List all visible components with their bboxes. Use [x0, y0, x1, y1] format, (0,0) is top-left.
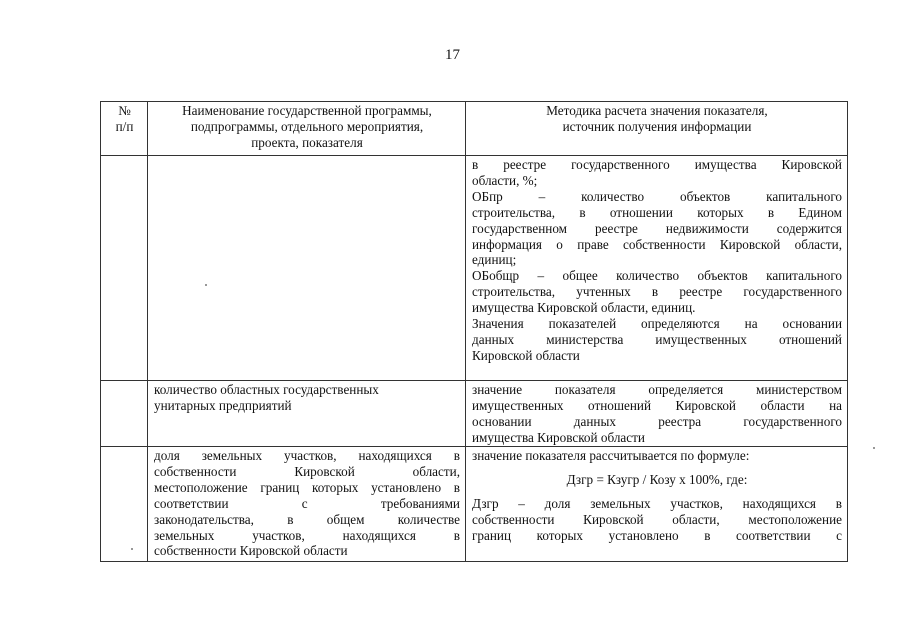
- method-line: единиц;: [472, 252, 517, 268]
- row-number-cell: [101, 156, 148, 381]
- header-name-cell: [148, 102, 466, 156]
- row-method-cell: [466, 447, 848, 562]
- method-line: значение показателя определяется министерством: [472, 382, 842, 397]
- method-line: границ которых установлено в соответствии с: [472, 527, 842, 543]
- name-line: местоположение границ которых установлено в: [154, 479, 460, 495]
- table-row: [101, 156, 848, 381]
- method-line: имущества Кировской области: [472, 429, 645, 445]
- header-method-line: Методика расчета значения показателя,: [546, 103, 768, 118]
- header-number-line: №: [118, 103, 131, 118]
- name-line: собственности Кировской области,: [154, 463, 460, 479]
- method-line: значение показателя рассчитывается по формуле:: [472, 448, 750, 463]
- method-line: ОБпр – количество объектов капитального: [472, 188, 842, 204]
- method-line: имущества Кировской области, единиц.: [472, 300, 696, 316]
- page-number: 17: [445, 47, 460, 63]
- name-line: количество областных государственных: [154, 382, 379, 397]
- row-name-cell: [148, 381, 466, 447]
- method-line: информация о праве собственности Кировской области,: [472, 236, 842, 252]
- row-name-cell: [148, 156, 466, 381]
- table-header-row: [101, 102, 848, 156]
- name-line: доля земельных участков, находящихся в: [154, 448, 460, 463]
- row-number-cell: [101, 447, 148, 562]
- scan-speck: [131, 548, 133, 550]
- indicators-table: [100, 101, 848, 562]
- method-line: ОБобщр – общее количество объектов капитального: [472, 268, 842, 284]
- method-line: основании данных реестра государственного: [472, 413, 842, 429]
- header-name-line: проекта, показателя: [251, 134, 363, 150]
- method-line: Кировской области: [472, 347, 580, 363]
- scan-speck: [205, 284, 207, 286]
- method-line: области, %;: [472, 172, 538, 188]
- name-line: унитарных предприятий: [154, 397, 292, 413]
- method-line: Значения показателей определяются на основании: [472, 316, 842, 332]
- name-line: земельных участков, находящихся в: [154, 527, 460, 543]
- header-number-line: п/п: [115, 118, 134, 134]
- method-line: в реестре государственного имущества Кировской: [472, 157, 842, 172]
- table-row: [101, 381, 848, 447]
- row-method-cell: [466, 381, 848, 447]
- header-method-cell: [466, 102, 848, 156]
- method-line: строительства, учтенных в реестре государственного: [472, 284, 842, 300]
- header-name-line: подпрограммы, отдельного мероприятия,: [190, 118, 424, 134]
- row-name-cell: [148, 447, 466, 562]
- table-row: [101, 447, 848, 562]
- header-number-cell: [101, 102, 148, 156]
- scan-speck: [873, 447, 875, 449]
- method-line: имущественных отношений Кировской области на: [472, 397, 842, 413]
- name-line: собственности Кировской области: [154, 543, 348, 559]
- header-name-line: Наименование государственной программы,: [182, 103, 432, 118]
- formula: Дзгр = Кзугр / Козу x 100%, где:: [566, 471, 748, 487]
- row-method-cell: [466, 156, 848, 381]
- row-number-cell: [101, 381, 148, 447]
- name-line: соответствии с требованиями: [154, 495, 460, 511]
- method-line: данных министерства имущественных отношений: [472, 331, 842, 347]
- method-line: государственном реестре недвижимости содержится: [472, 220, 842, 236]
- method-line: собственности Кировской области, местоположение: [472, 511, 842, 527]
- method-line: Дзгр – доля земельных участков, находящихся в: [472, 495, 842, 511]
- method-line: строительства, в отношении которых в Едином: [472, 204, 842, 220]
- header-method-line: источник получения информации: [562, 118, 752, 134]
- name-line: законодательства, в общем количестве: [154, 511, 460, 527]
